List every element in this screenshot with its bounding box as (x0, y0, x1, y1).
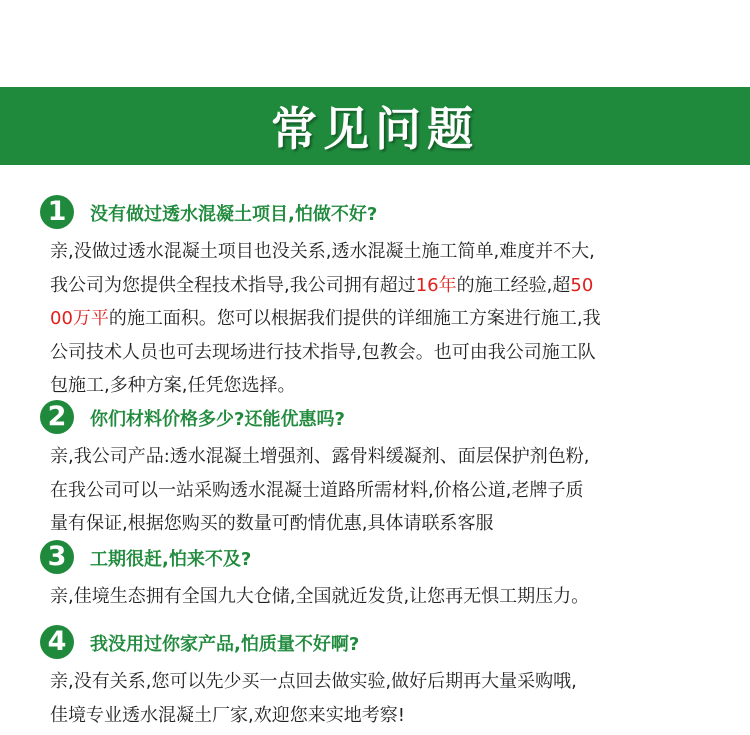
answer-line: 量有保证,根据您购买的数量可酌情优惠,具体请联系客服 (50, 513, 494, 534)
answer-text (50, 440, 710, 541)
answer-text (50, 580, 710, 614)
highlight-area-part: 50 (570, 274, 594, 296)
question-row (0, 540, 750, 580)
question-row (0, 400, 750, 440)
answer-line: 亲,没做过透水混凝土项目也没关系,透水混凝土施工简单,难度并不大, (50, 241, 595, 262)
answer-line (50, 269, 710, 303)
answer-segment: 的施工面积。您可以根据我们提供的详细施工方案进行施工,我 (108, 308, 601, 329)
question-row (0, 195, 750, 235)
answer-text (50, 235, 710, 403)
question-row (0, 625, 750, 665)
answer-line (50, 302, 710, 336)
number-badge: 1 (40, 195, 74, 229)
faq-item-3 (0, 540, 750, 614)
answer-line: 公司技术人员也可去现场进行技术指导,包教会。也可由我公司施工队 (50, 341, 596, 363)
question-text: 你们材料价格多少?还能优惠吗? (90, 409, 345, 430)
question-text: 工期很赶,怕来不及? (90, 549, 252, 570)
answer-line: 亲,佳境生态拥有全国九大仓储,全国就近发货,让您再无惧工期压力。 (50, 586, 590, 607)
answer-segment: 我公司为您提供全程技术指导,我公司拥有超过 (50, 274, 416, 296)
highlight-area-part: 00万平 (50, 308, 109, 329)
question-text: 我没用过你家产品,怕质量不好啊? (90, 634, 360, 655)
answer-line: 包施工,多种方案,任凭您选择。 (50, 375, 296, 396)
answer-segment: 的施工经验,超 (456, 274, 571, 296)
faq-item-4 (0, 625, 750, 732)
highlight-years: 16年 (415, 274, 457, 296)
answer-line: 亲,没有关系,您可以先少买一点回去做实验,做好后期再大量采购哦, (50, 671, 577, 692)
question-text: 没有做过透水混凝土项目,怕做不好? (90, 204, 378, 225)
answer-line: 佳境专业透水混凝土厂家,欢迎您来实地考察! (50, 704, 405, 726)
number-badge: 4 (40, 625, 74, 659)
number-badge: 3 (40, 540, 74, 574)
page-title: 常见问题 (271, 102, 479, 156)
faq-item-1 (0, 195, 750, 403)
answer-line: 在我公司可以一站采购透水混凝士道路所需材料,价格公道,老牌子质 (50, 479, 584, 501)
number-badge: 2 (40, 400, 74, 434)
header-banner (0, 87, 750, 165)
answer-text (50, 665, 710, 732)
faq-item-2 (0, 400, 750, 541)
answer-line: 亲,我公司产品:透水混凝土增强剂、露骨料缓凝剂、面层保护剂色粉, (50, 446, 590, 467)
